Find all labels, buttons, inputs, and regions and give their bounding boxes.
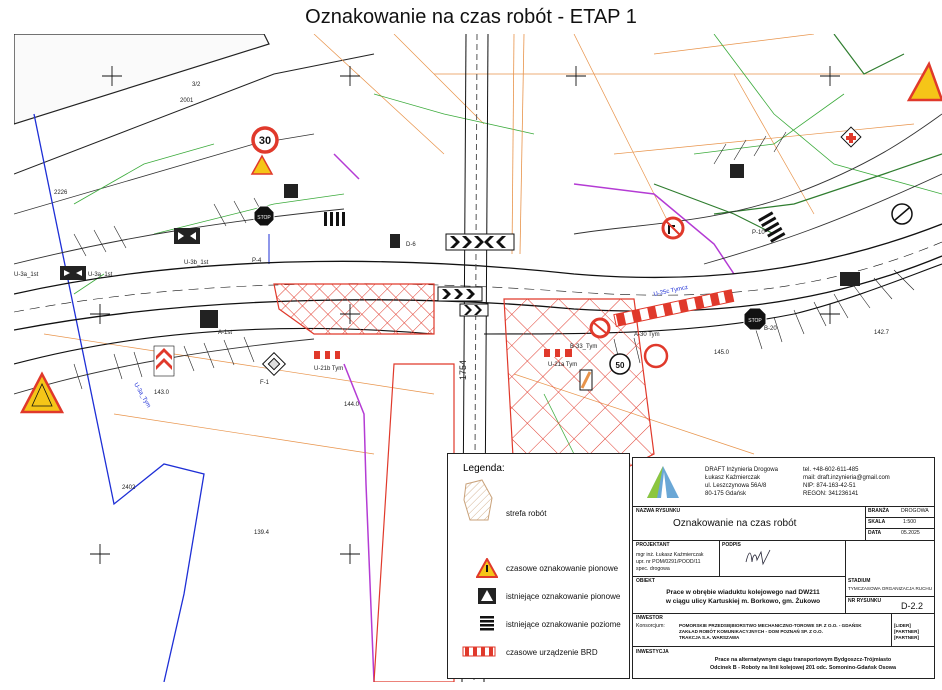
obiekt-description: Prace w obrębie wiaduktu kolejowego nad DW211 w ciągu ulicy Kartuskiej m. Borkowo, gm. Żukowo <box>665 589 821 605</box>
company-logo <box>643 464 683 500</box>
svg-text:143.0: 143.0 <box>154 390 170 396</box>
svg-text:U-21b Tym: U-21b Tym <box>314 366 344 372</box>
round-sign-right <box>892 204 912 224</box>
svg-text:B-20: B-20 <box>764 326 777 332</box>
branza-label: BRANŻA <box>868 508 890 514</box>
projektant-label: PROJEKTANT <box>636 542 670 548</box>
projektant-details: mgr inż. Łukasz Kaźmierczak upr. nr POM/0291/POOD/11 spec. drogowa <box>636 552 704 572</box>
inwestycja-label: INWESTYCJA <box>636 649 669 655</box>
svg-text:A-30 Tym: A-30 Tym <box>634 332 660 338</box>
red-chevron-sign <box>154 346 174 376</box>
skala-label: SKALA <box>868 519 886 525</box>
inwestycja-description: Prace na alternatywnym ciągu transportowym Bydgoszcz-Trójmiasto Odcinek B - Roboty na linii kolejowej 201 odc. Somonino-Gdańsk Osowa <box>709 657 896 671</box>
nr-rysunku-value: D-2.2 <box>901 601 924 611</box>
branza-value: DROGOWA <box>901 508 929 514</box>
work-zone-right <box>504 299 654 474</box>
obiekt-label: OBIEKT <box>636 578 655 584</box>
svg-text:STOP: STOP <box>748 318 762 324</box>
empty-circle-sign <box>645 345 667 367</box>
company-contact: tel. +48-602-611-485 mail: draft.inzynieria@gmail.com NIP: 874-163-42-51 REGON: 341236141 <box>803 467 890 497</box>
drawing-name: Oznakowanie na czas robót <box>673 518 797 529</box>
barrier-small-right <box>544 349 572 357</box>
legend-item-existing-vertical: istniejące oznakowanie pionowe <box>506 592 621 601</box>
svg-text:A-1st: A-1st <box>218 330 233 336</box>
konsorcjum-roles: [LIDER] [PARTNER] [PARTNER] <box>894 623 919 640</box>
temporary-sign-icon <box>476 558 498 578</box>
legend-title: Legenda: <box>463 463 505 474</box>
warning-sign-roadworks-right <box>909 64 942 100</box>
skala-value: 1:500 <box>903 519 916 525</box>
konsorcjum-members: POMORSKIE PRZEDSIĘBIORSTWO MECHANICZNO-TOROWE SP. Z O.O. - GDAŃSK ZAKŁAD ROBÓT KOMUNIKACYJNYCH - DOM POZNAŃ SP. Z O.O. TRAKCJA S.A. WARSZAWA <box>679 623 862 640</box>
nr-rysunku-label: NR RYSUNKU <box>848 598 882 604</box>
existing-sign-icon <box>476 586 498 606</box>
svg-text:139.4: 139.4 <box>254 530 270 536</box>
svg-text:144.0: 144.0 <box>344 402 360 408</box>
svg-text:U-3b_1st: U-3b_1st <box>184 260 209 266</box>
chevron-board-bottom <box>438 287 488 316</box>
stop-sign-right <box>744 308 766 330</box>
konsorcjum-label: Konsorcjum: <box>636 623 665 629</box>
work-zone-hatch-icon <box>462 478 496 524</box>
legend-item-temporary-vertical: czasowe oznakowanie pionowe <box>506 564 619 573</box>
existing-sign-4 <box>840 272 860 286</box>
svg-text:2402: 2402 <box>122 485 136 491</box>
svg-text:U-3a_Tym: U-3a_Tym <box>132 382 152 409</box>
svg-text:1754: 1754 <box>458 359 468 380</box>
existing-sign-1 <box>284 184 298 198</box>
svg-text:U-25c Tymcz: U-25c Tymcz <box>653 284 689 298</box>
drawing-name-label: NAZWA RYSUNKU <box>636 508 681 514</box>
signature <box>743 546 773 568</box>
legend-item-brd: czasowe urządzenie BRD <box>506 648 598 657</box>
horizontal-marking-icon <box>478 614 496 632</box>
legend-item-work-zone: strefa robót <box>506 509 547 518</box>
company-info: DRAFT Inżynieria Drogowa Łukasz Kaźmierczak ul. Leszczynowa 56A/8 80-175 Gdańsk <box>705 467 778 497</box>
inwestor-label: INWESTOR <box>636 615 663 621</box>
legend-panel <box>447 453 630 679</box>
existing-sign-2 <box>390 234 400 248</box>
chevron-board-top <box>446 234 514 250</box>
svg-text:145.0: 145.0 <box>714 350 730 356</box>
page-title: Oznakowanie na czas robót - ETAP 1 <box>305 6 637 28</box>
work-zone-south <box>374 364 454 682</box>
no-turn-sign <box>663 218 683 238</box>
stop-sign-left <box>254 206 274 226</box>
cross-sign <box>841 127 861 147</box>
no-entry-sign <box>591 319 609 337</box>
priority-road-sign <box>263 353 286 376</box>
svg-text:B-33_Tym: B-33_Tym <box>570 344 598 350</box>
brd-barrier-icon <box>462 646 496 658</box>
direction-board-1 <box>174 228 200 244</box>
svg-text:U-21a Tym: U-21a Tym <box>548 362 578 368</box>
data-label: DATA <box>868 530 882 536</box>
svg-text:2226: 2226 <box>54 190 68 196</box>
warning-sign-roadworks-left <box>22 374 62 412</box>
svg-text:142.7: 142.7 <box>874 330 890 336</box>
svg-text:U-3a_1st: U-3a_1st <box>14 272 39 278</box>
svg-text:P-10: P-10 <box>752 230 765 236</box>
svg-text:50: 50 <box>615 361 625 370</box>
svg-text:2001: 2001 <box>180 98 194 104</box>
legend-item-existing-horizontal: istniejące oznakowanie poziome <box>506 620 621 629</box>
svg-text:D-6: D-6 <box>406 242 416 248</box>
title-block <box>632 457 935 679</box>
direction-board-3 <box>200 310 218 328</box>
svg-text:F-1: F-1 <box>260 380 269 386</box>
speed-limit-30-sign <box>253 128 277 152</box>
stadium-label: STADIUM <box>848 578 871 584</box>
data-value: 05.2025 <box>901 530 920 536</box>
svg-text:P-4: P-4 <box>252 258 262 264</box>
existing-sign-3 <box>730 164 744 178</box>
svg-text:30: 30 <box>258 135 272 147</box>
direction-board-2 <box>60 266 86 280</box>
svg-text:3/2: 3/2 <box>192 82 201 88</box>
svg-text:STOP: STOP <box>257 215 271 221</box>
stadium-value: TYMCZASOWA ORGANIZACJA RUCHU <box>848 586 933 591</box>
podpis-label: PODPIS <box>722 542 741 548</box>
svg-text:U-3a_1st: U-3a_1st <box>88 272 113 278</box>
barrier-small-left <box>314 351 340 359</box>
speed-limit-50-sign <box>610 354 630 374</box>
work-zone-left <box>274 284 434 334</box>
orange-lane-sign <box>580 370 592 390</box>
warning-sign-yellow <box>252 156 272 174</box>
